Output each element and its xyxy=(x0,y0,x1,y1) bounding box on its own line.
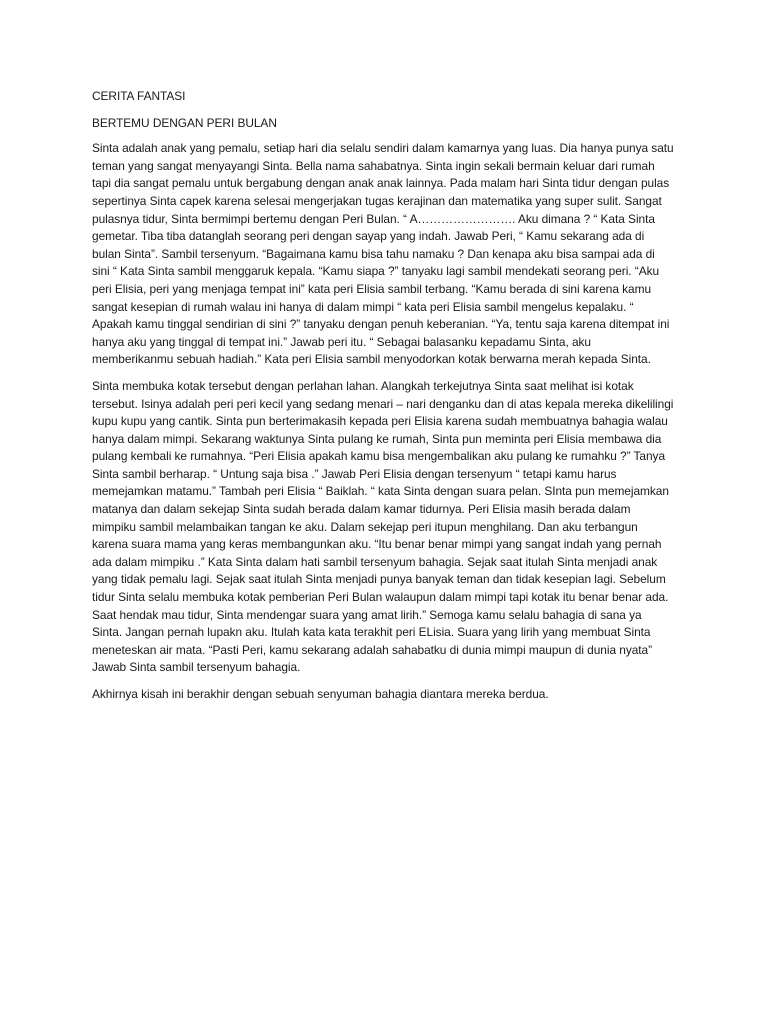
document-page xyxy=(92,88,674,713)
paragraph-1: Sinta adalah anak yang pemalu, setiap hari dia selalu sendiri dalam kamarnya yang luas. Dia hanya punya satu teman yang sangat menyayangi Sinta. Bella nama sahabatnya. Sinta ingin sekali bermain keluar dari rumah tapi dia sangat pemalu untuk bergabung dengan anak anak lainnya. Pada malam hari Sinta tidur dengan pulas sepertinya Sinta capek karena selesai mengerjakan tugas kerajinan dan matematika yang super sulit. Sangat pulasnya tidur, Sinta bermimpi bertemu dengan Peri Bulan. “ A……………………. Aku dimana ? “ Kata Sinta gemetar. Tiba tiba datanglah seorang peri dengan sayap yang indah. Jawab Peri, “ Kamu sekarang ada di bulan Sinta”. Sambil tersenyum. “Bagaimana kamu bisa tahu namaku ? Dan kenapa aku bisa sampai ada di sini “ Kata Sinta sambil menggaruk kepala. “Kamu siapa ?” tanyaku lagi sambil mendekati seorang peri. “Aku peri Elisia, peri yang menjaga tempat ini” kata peri Elisia sambil terbang. “Kamu berada di sini karena kamu sangat kesepian di rumah walau ini hanya di dalam mimpi “ kata peri Elisia sambil mengelus kepalaku. “ Apakah kamu tinggal sendirian di sini ?” tanyaku dengan penuh keberanian. “Ya, tentu saja karena ditempat ini hanya aku yang tinggal di tempat ini.” Jawab peri itu. “ Sebagai balasanku kepadamu Sinta, aku memberikanmu sebuah hadiah.” Kata peri Elisia sambil menyodorkan kotak berwarna merah kepada Sinta. xyxy=(92,141,674,367)
document-title: CERITA FANTASI xyxy=(92,89,186,103)
paragraph-2: Sinta membuka kotak tersebut dengan perlahan lahan. Alangkah terkejutnya Sinta saat melihat isi kotak tersebut. Isinya adalah peri peri kecil yang sedang menari – nari denganku dan di atas kepala mereka dikelilingi kupu kupu yang cantik. Sinta pun berterimakasih kepada peri Elisia karena sudah membuatnya bahagia walau hanya dalam mimpi. Sekarang waktunya Sinta pulang ke rumah, Sinta pun meminta peri Elisia membawa dia pulang kembali ke rumahnya. “Peri Elisia apakah kamu bisa mengembalikan aku pulang ke rumahku ?” Tanya Sinta sambil berharap. “ Untung saja bisa .” Jawab Peri Elisia dengan tersenyum “ tetapi kamu harus memejamkan matamu.” Tambah peri Elisia “ Baiklah. “ kata Sinta dengan suara pelan. SInta pun memejamkan matanya dan dalam sekejap Sinta sudah berada dalam kamar tidurnya. Peri Elisia masih berada dalam mimpiku sambil melambaikan tangan ke aku. Dalam sekejap peri itupun menghilang. Dan aku terbangun karena suara mama yang keras membangunkan aku. “Itu benar benar mimpi yang sangat indah yang pernah ada dalam mimpiku .” Kata Sinta dalam hati sambil tersenyum bahagia. Sejak saat itulah Sinta menjadi anak yang tidak pemalu lagi. Sejak saat itulah Sinta menjadi punya banyak teman dan tidak kesepian lagi. Sebelum tidur Sinta selalu membuka kotak pemberian Peri Bulan walaupun dalam mimpi tapi kotak itu benar benar ada. Saat hendak mau tidur, Sinta mendengar suara yang amat lirih.” Semoga kamu selalu bahagia di sana ya Sinta. Jangan pernah lupakn aku. Itulah kata kata terakhit peri ELisia. Suara yang lirih yang membuat Sinta meneteskan air mata. “Pasti Peri, kamu sekarang adalah sahabatku di dunia mimpi maupun di dunia nyata” Jawab Sinta sambil tersenyum bahagia. xyxy=(92,378,674,675)
paragraph-3: Akhirnya kisah ini berakhir dengan sebuah senyuman bahagia diantara mereka berdua. xyxy=(92,687,549,701)
story-title: BERTEMU DENGAN PERI BULAN xyxy=(92,115,277,130)
